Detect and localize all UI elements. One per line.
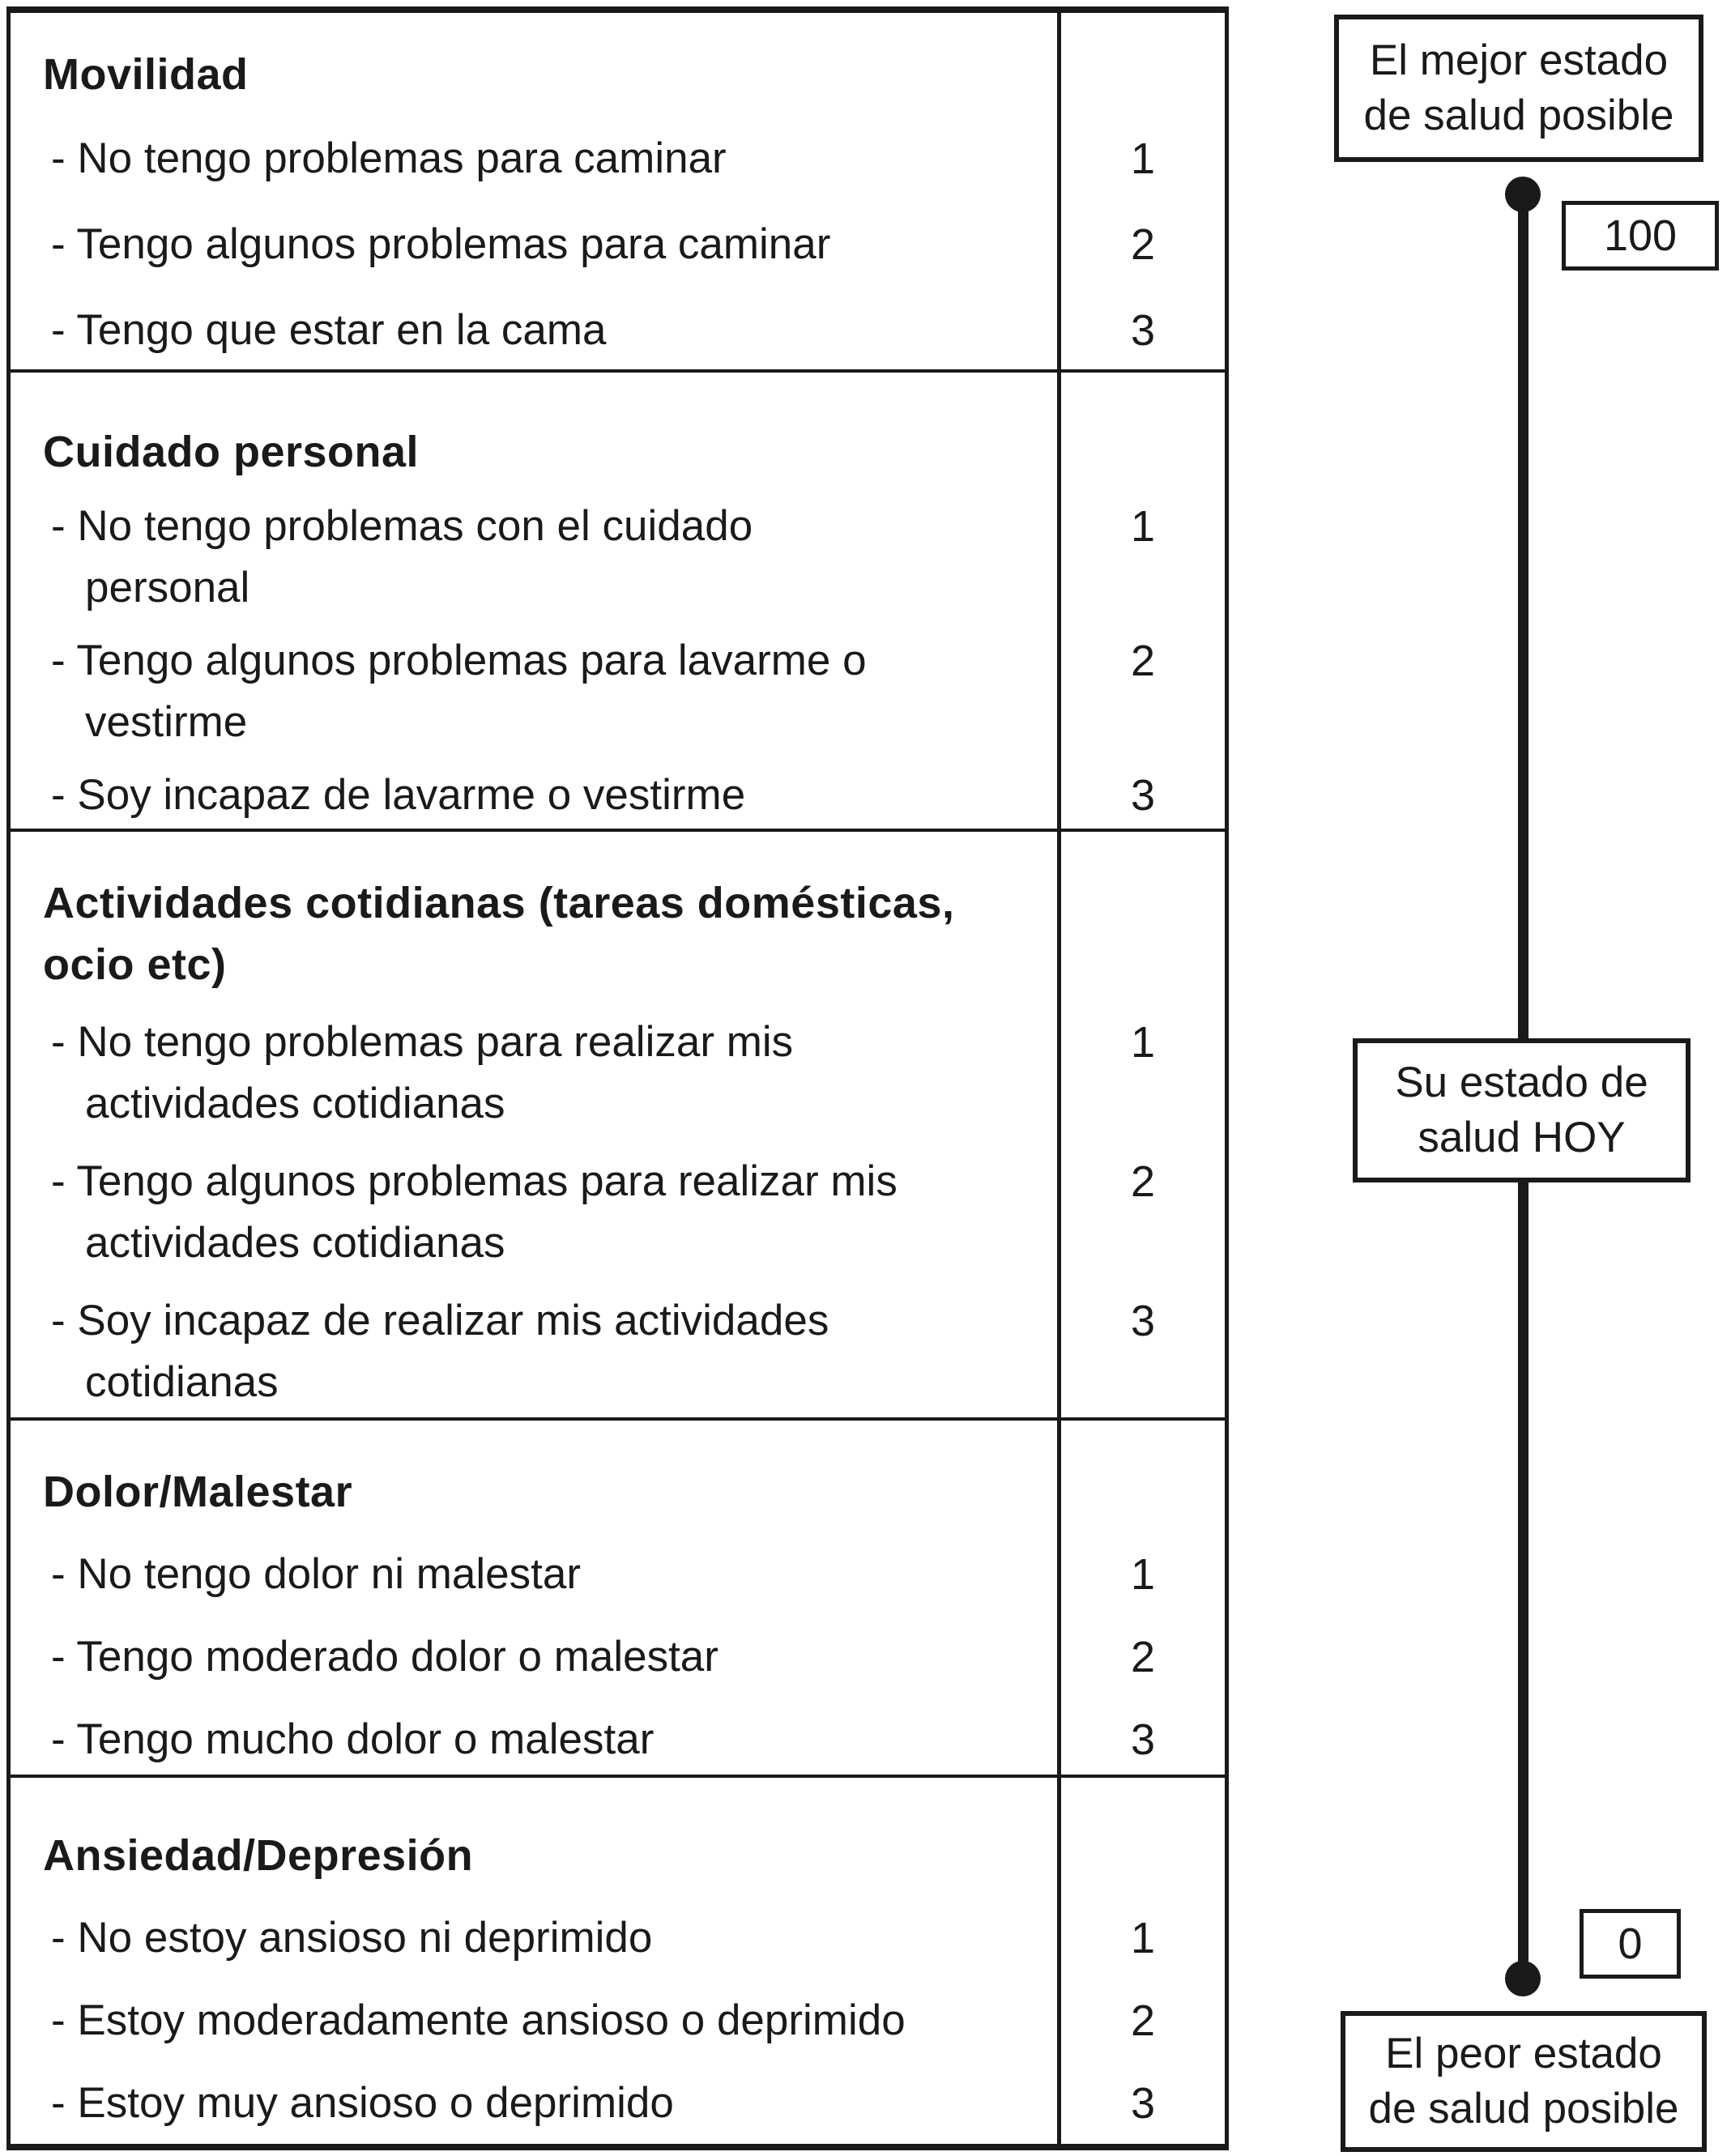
item-text: - No tengo problemas para realizar mis — [51, 1018, 794, 1066]
item-row — [11, 765, 1225, 826]
item-row — [11, 300, 1225, 361]
section-heading — [11, 421, 1225, 483]
item-row — [11, 1012, 1225, 1135]
item-text: actividades cotidianas — [85, 1219, 505, 1267]
item-row — [11, 214, 1225, 275]
item-score: 3 — [1130, 2079, 1156, 2128]
eq5d-dimensions-table — [6, 6, 1229, 2150]
best-health-label-line: El mejor estado — [1369, 36, 1669, 84]
item-text: personal — [85, 564, 250, 611]
vas-top-endpoint-dot — [1505, 177, 1541, 212]
item-text: cotidianas — [85, 1358, 279, 1406]
item-score: 2 — [1130, 220, 1156, 269]
vas-min-value-box — [1580, 1909, 1681, 1979]
item-score: 2 — [1130, 1633, 1156, 1681]
item-score: 1 — [1130, 134, 1156, 183]
item-row — [11, 1990, 1225, 2052]
best-health-label-box — [1334, 15, 1703, 162]
heading-line: Actividades cotidianas (tareas domésticas, — [43, 879, 955, 927]
section-ansiedad-depresion — [11, 1778, 1225, 2147]
section-actividades-cotidianas — [11, 832, 1225, 1421]
item-text: - No tengo problemas con el cuidado — [51, 502, 753, 550]
item-score: 3 — [1130, 306, 1156, 355]
item-text: - No tengo problemas para caminar — [51, 134, 727, 182]
item-row — [11, 630, 1225, 753]
item-text: - Tengo moderado dolor o malestar — [51, 1633, 718, 1681]
item-score: 1 — [1130, 502, 1156, 551]
item-text: - No tengo dolor ni malestar — [51, 1550, 581, 1598]
section-heading — [11, 872, 1225, 995]
table-column-divider — [1057, 13, 1061, 2146]
item-score: 2 — [1130, 1157, 1156, 1206]
health-today-label-box — [1353, 1038, 1690, 1182]
heading-line: Ansiedad/Depresión — [43, 1831, 474, 1880]
section-heading — [11, 44, 1225, 105]
heading-line: Dolor/Malestar — [43, 1468, 353, 1516]
worst-health-label-line: de salud posible — [1368, 2085, 1679, 2133]
vas-max-value: 100 — [1603, 211, 1678, 260]
item-row — [11, 2073, 1225, 2134]
item-row — [11, 496, 1225, 619]
health-today-label-line: salud HOY — [1418, 1114, 1626, 1161]
item-score: 1 — [1130, 1550, 1156, 1599]
item-text: - Soy incapaz de lavarme o vestirme — [51, 771, 746, 819]
best-health-label-line: de salud posible — [1363, 92, 1674, 139]
item-score: 1 — [1130, 1914, 1156, 1962]
item-row — [11, 128, 1225, 190]
item-text: - Tengo algunos problemas para realizar mis — [51, 1157, 897, 1205]
item-text: - Tengo mucho dolor o malestar — [51, 1715, 654, 1763]
item-score: 1 — [1130, 1018, 1156, 1067]
section-heading — [11, 1461, 1225, 1523]
worst-health-label-box — [1341, 2011, 1707, 2152]
item-text: actividades cotidianas — [85, 1080, 505, 1127]
item-text: - Tengo algunos problemas para caminar — [51, 220, 831, 268]
section-movilidad — [11, 13, 1225, 373]
item-row — [11, 1907, 1225, 1969]
health-today-label-line: Su estado de — [1395, 1059, 1648, 1106]
item-row — [11, 1151, 1225, 1274]
item-text: - Estoy muy ansioso o deprimido — [51, 2079, 674, 2127]
item-text: - Estoy moderadamente ansioso o deprimido — [51, 1996, 906, 2044]
heading-line: Movilidad — [43, 50, 249, 99]
item-score: 3 — [1130, 1715, 1156, 1764]
item-score: 3 — [1130, 1297, 1156, 1345]
worst-health-label-line: El peor estado — [1385, 2030, 1662, 2077]
item-row — [11, 1290, 1225, 1413]
section-dolor-malestar — [11, 1421, 1225, 1778]
vas-min-value: 0 — [1618, 1920, 1643, 1968]
heading-line: ocio etc) — [43, 940, 227, 989]
vas-bottom-endpoint-dot — [1505, 1961, 1541, 1996]
section-cuidado-personal — [11, 373, 1225, 832]
item-score: 3 — [1130, 771, 1156, 820]
item-text: - Soy incapaz de realizar mis actividades — [51, 1297, 829, 1344]
heading-line: Cuidado personal — [43, 428, 420, 476]
item-text: - No estoy ansioso ni deprimido — [51, 1914, 653, 1962]
section-heading — [11, 1825, 1225, 1886]
vas-max-value-box — [1562, 201, 1719, 271]
item-score: 2 — [1130, 1996, 1156, 2045]
item-row — [11, 1709, 1225, 1770]
item-score: 2 — [1130, 637, 1156, 685]
item-text: vestirme — [85, 698, 248, 746]
item-text: - Tengo algunos problemas para lavarme o — [51, 637, 867, 684]
item-row — [11, 1544, 1225, 1605]
item-row — [11, 1626, 1225, 1688]
item-text: - Tengo que estar en la cama — [51, 306, 607, 354]
